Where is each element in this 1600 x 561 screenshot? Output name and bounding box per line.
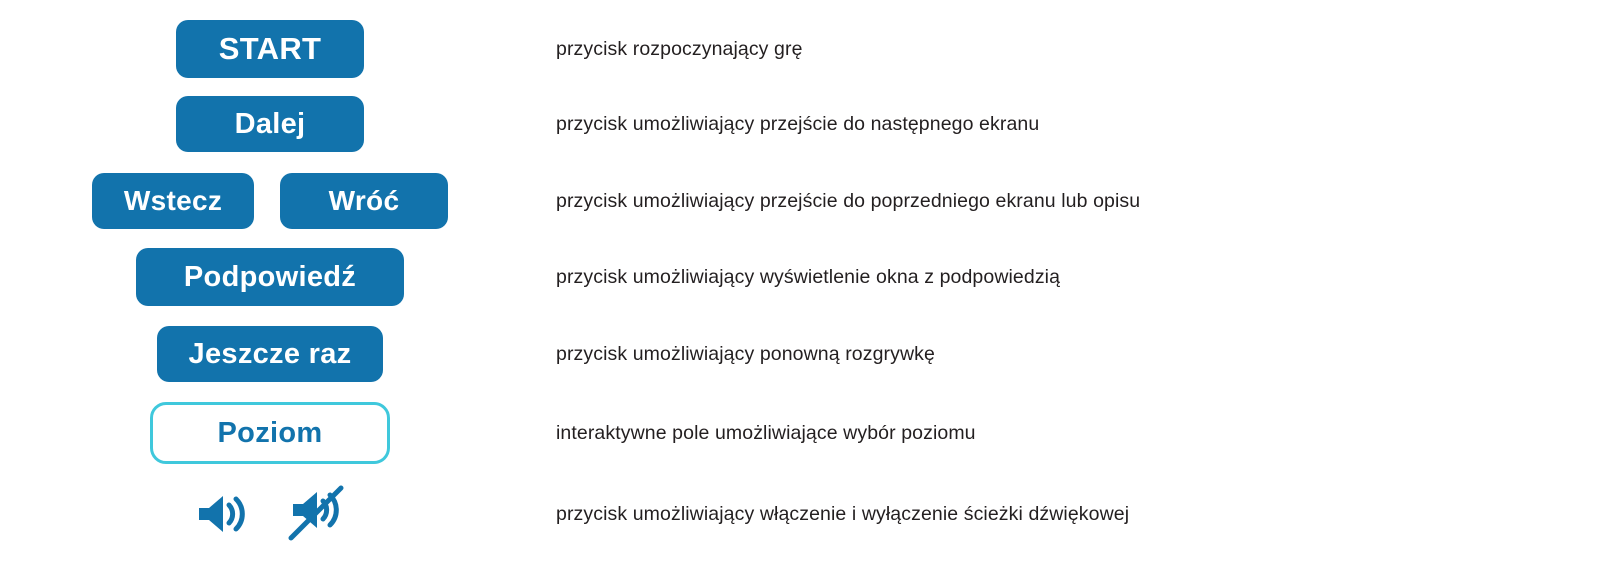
legend-row-description: przycisk umożliwiający ponowną rozgrywkę bbox=[556, 342, 935, 365]
legend-row-buttons bbox=[0, 402, 540, 464]
legend-row bbox=[0, 325, 1600, 383]
legend-row-buttons bbox=[0, 326, 540, 382]
legend-row-description: przycisk rozpoczynający grę bbox=[556, 37, 803, 60]
legend-row-description: przycisk umożliwiający wyświetlenie okna z podpowiedzią bbox=[556, 265, 1061, 288]
sound-on-icon[interactable] bbox=[193, 491, 249, 537]
next-button[interactable]: Dalej bbox=[176, 96, 364, 152]
back-button[interactable]: Wstecz bbox=[92, 173, 254, 229]
legend-row bbox=[0, 95, 1600, 153]
hint-button[interactable]: Podpowiedź bbox=[136, 248, 404, 306]
legend-row bbox=[0, 401, 1600, 465]
return-button[interactable]: Wróć bbox=[280, 173, 448, 229]
legend-row bbox=[0, 18, 1600, 80]
legend-row-buttons bbox=[0, 484, 540, 544]
sound-toggle-icons bbox=[193, 484, 347, 544]
legend-row-buttons bbox=[0, 96, 540, 152]
legend-row bbox=[0, 172, 1600, 230]
start-button[interactable]: START bbox=[176, 20, 364, 78]
legend-row-description: interaktywne pole umożliwiające wybór poziomu bbox=[556, 421, 976, 444]
replay-button[interactable]: Jeszcze raz bbox=[157, 326, 383, 382]
legend-row-description: przycisk umożliwiający włączenie i wyłączenie ścieżki dźwiękowej bbox=[556, 502, 1130, 525]
legend-row bbox=[0, 247, 1600, 307]
legend-row-buttons bbox=[0, 20, 540, 78]
legend-row-description: przycisk umożliwiający przejście do następnego ekranu bbox=[556, 112, 1040, 135]
legend-row-description: przycisk umożliwiający przejście do poprzedniego ekranu lub opisu bbox=[556, 189, 1141, 212]
legend-row bbox=[0, 482, 1600, 546]
legend-row-buttons bbox=[0, 173, 540, 229]
level-select-field[interactable]: Poziom bbox=[150, 402, 390, 464]
sound-off-icon[interactable] bbox=[285, 484, 347, 544]
legend-row-buttons bbox=[0, 248, 540, 306]
